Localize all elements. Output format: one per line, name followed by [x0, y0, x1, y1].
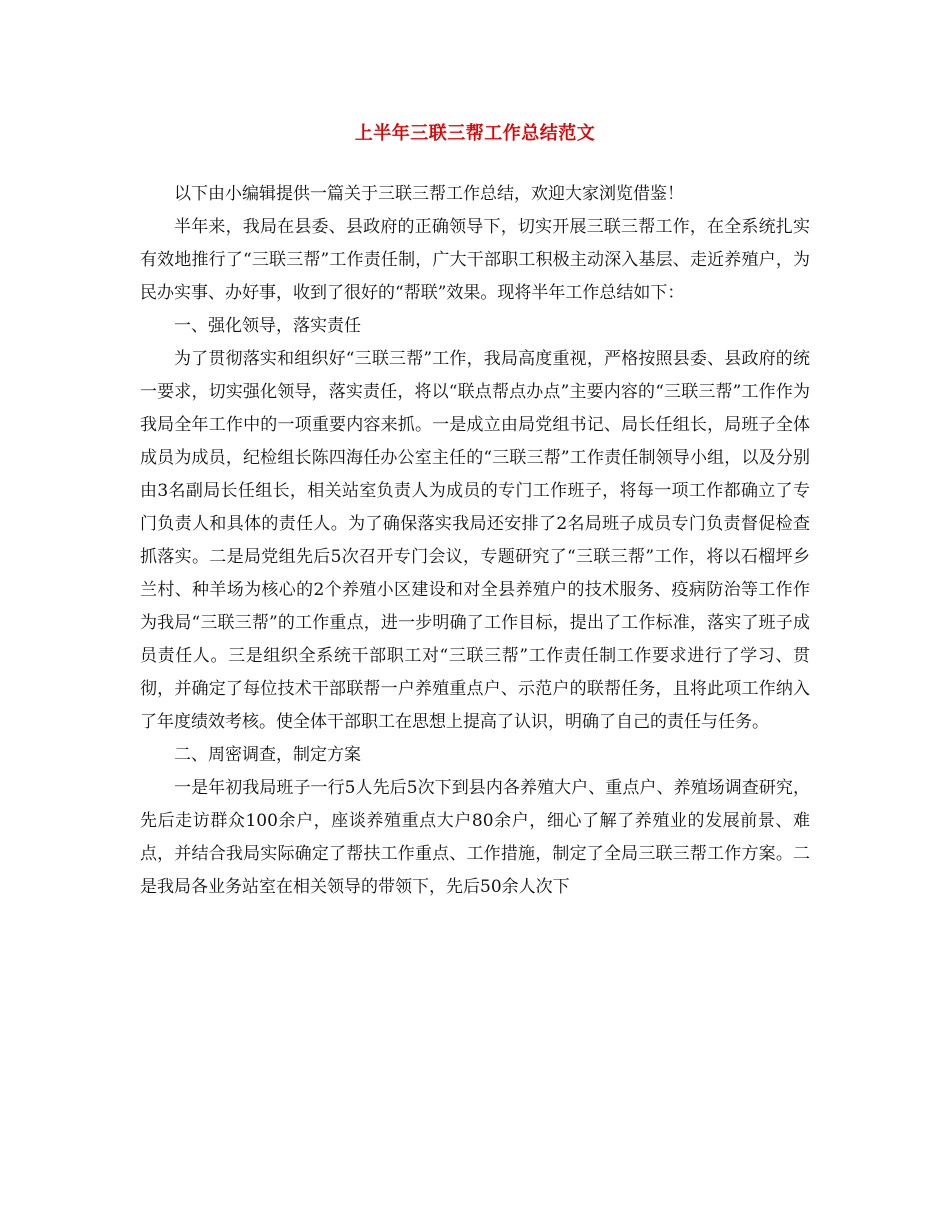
document-title: 上半年三联三帮工作总结范文	[354, 123, 596, 144]
intro-paragraph: 以下由小编辑提供一篇关于三联三帮工作总结，欢迎大家浏览借鉴！	[174, 184, 684, 204]
section-heading-1: 一、强化领导，落实责任	[174, 316, 361, 336]
section-heading-2: 二、周密调查，制定方案	[174, 745, 361, 765]
section-body-2: 一是年初我局班子一行5人先后5次下到县内各养殖大户、重点户、养殖场调查研究，先后走访群众100余户，座谈养殖重点大户80余户，细心了解了养殖业的发展前景、难点，并结合我局实际确定了帮扶工作重点、工作措施，制定了全局三联三帮工作方案。二是我局各业务站室在相关领导的带领下，先后50余人次下	[140, 778, 810, 897]
document-body	[140, 178, 810, 904]
summary-paragraph: 半年来，我局在县委、县政府的正确领导下，切实开展三联三帮工作，在全系统扎实有效地推行了“三联三帮”工作责任制，广大干部职工积极主动深入基层、走近养殖户，为民办实事、办好事，收到了很好的“帮联”效果。现将半年工作总结如下：	[140, 217, 810, 303]
section-body-1: 为了贯彻落实和组织好“三联三帮”工作，我局高度重视，严格按照县委、县政府的统一要求，切实强化领导，落实责任，将以“联点帮点办点”主要内容的“三联三帮”工作作为我局全年工作中的一项重要内容来抓。一是成立由局党组书记、局长任组长，局班子全体成员为成员，纪检组长陈四海任办公室主任的“三联三帮”工作责任制领导小组，以及分别由3名副局长任组长，相关站室负责人为成员的专门工作班子，将每一项工作都确立了专门负责人和具体的责任人。为了确保落实我局还安排了2名局班子成员专门负责督促检查抓落实。二是局党组先后5次召开专门会议，专题研究了“三联三帮”工作，将以石榴坪乡兰村、种羊场为核心的2个养殖小区建设和对全县养殖户的技术服务、疫病防治等工作作为我局“三联三帮”的工作重点，进一步明确了工作目标，提出了工作标准，落实了班子成员责任人。三是组织全系统干部职工对“三联三帮”工作责任制工作要求进行了学习、贯彻，并确定了每位技术干部联帮一户养殖重点户、示范户的联帮任务，且将此项工作纳入了年度绩效考核。使全体干部职工在思想上提高了认识，明确了自己的责任与任务。	[140, 349, 810, 732]
